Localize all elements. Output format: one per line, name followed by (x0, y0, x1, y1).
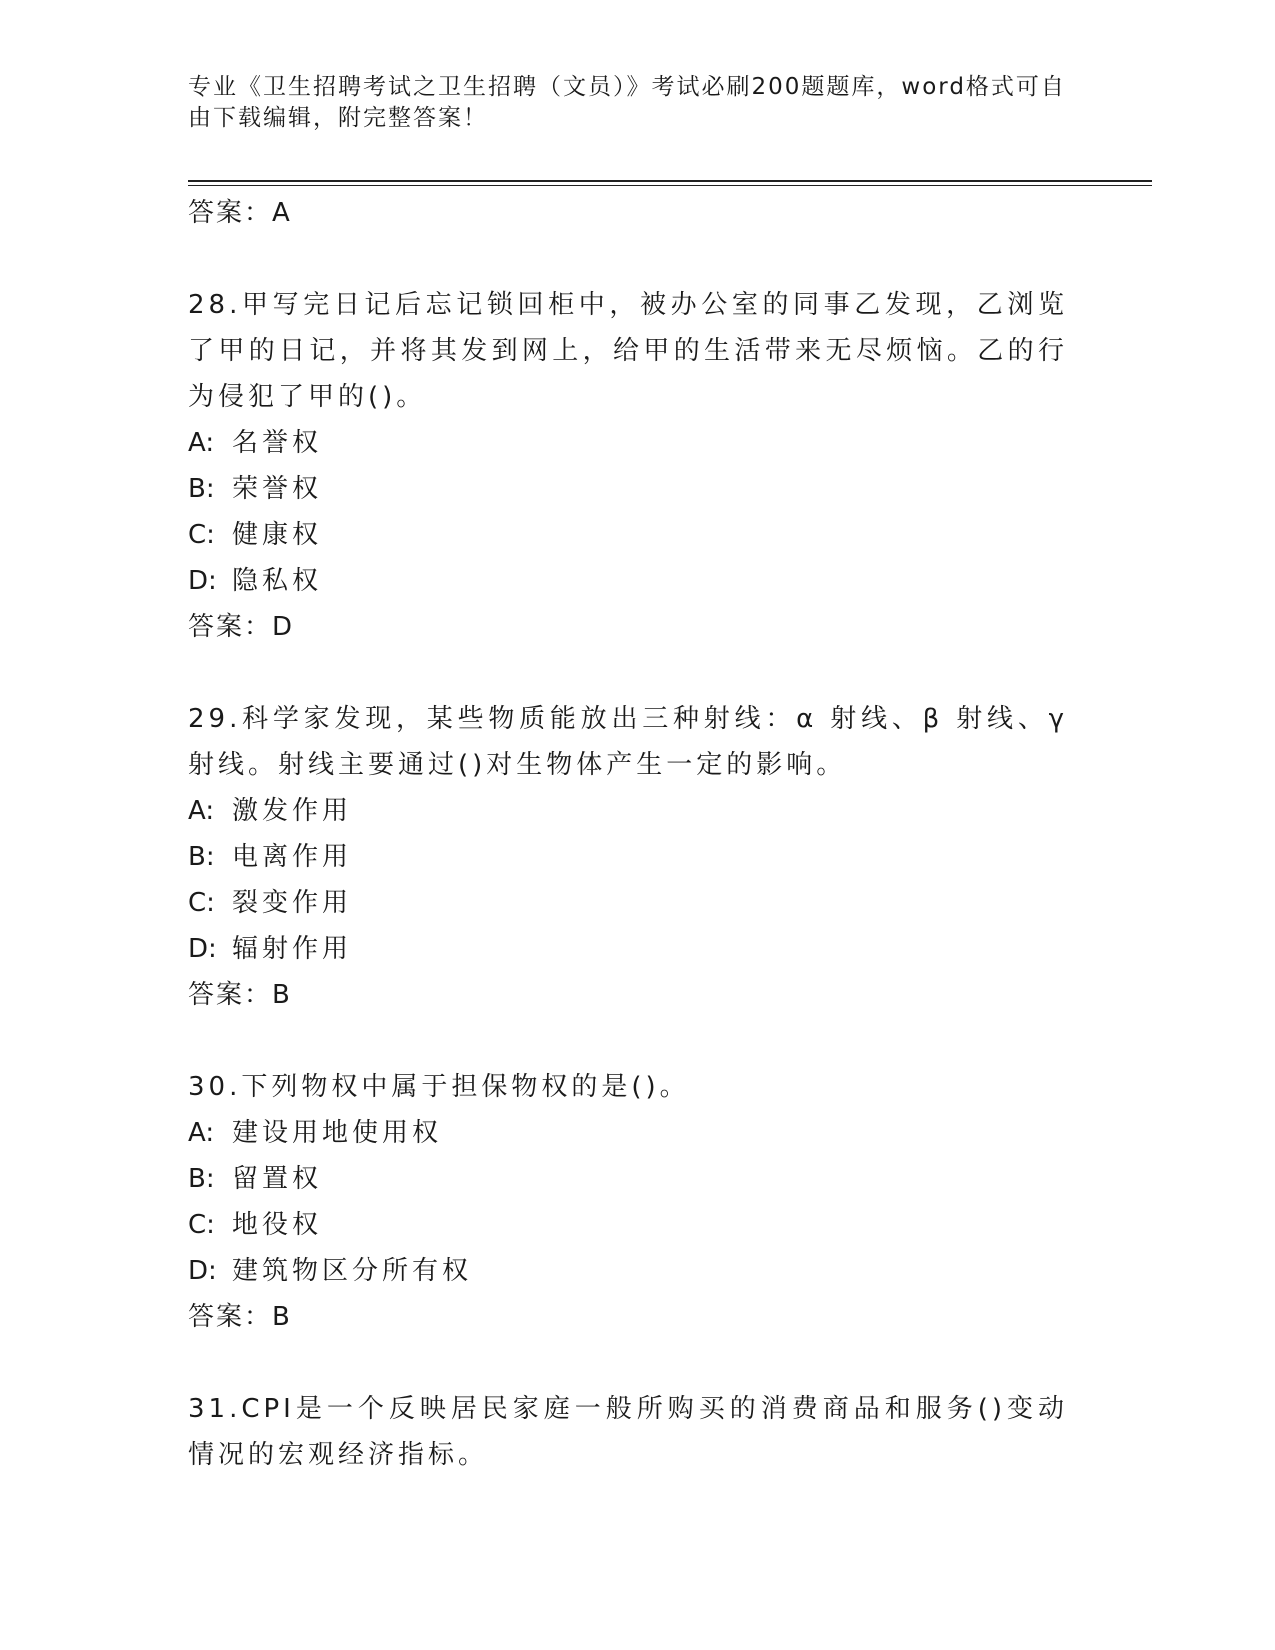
option-d (188, 926, 1068, 972)
question-content (188, 190, 1068, 1478)
question-text: 30.下列物权中属于担保物权的是()。 (188, 1072, 690, 1102)
option-letter: C: (188, 888, 215, 918)
option-letter: C: (188, 1210, 215, 1240)
option-letter: B: (188, 842, 215, 872)
option-text: 名誉权 (232, 428, 323, 458)
option-text: 建设用地使用权 (232, 1118, 443, 1148)
option-text: 辐射作用 (232, 934, 353, 964)
question-block (188, 1386, 1068, 1478)
option-d (188, 558, 1068, 604)
answer-line: 答案：A (188, 198, 292, 228)
option-text: 健康权 (232, 520, 323, 550)
header-rule-thick (188, 180, 1152, 182)
question-block (188, 282, 1068, 650)
option-c (188, 1202, 1068, 1248)
option-text: 建筑物区分所有权 (232, 1256, 473, 1286)
option-text: 荣誉权 (232, 474, 323, 504)
option-b (188, 834, 1068, 880)
answer-line: 答案：D (188, 612, 295, 642)
option-text: 留置权 (232, 1164, 323, 1194)
option-a (188, 788, 1068, 834)
option-letter: A: (188, 1118, 215, 1148)
option-c (188, 512, 1068, 558)
option-letter: D: (188, 566, 217, 596)
option-letter: B: (188, 1164, 215, 1194)
option-b (188, 466, 1068, 512)
option-c (188, 880, 1068, 926)
option-letter: C: (188, 520, 215, 550)
question-text: 31.CPI是一个反映居民家庭一般所购买的消费商品和服务()变动情况的宏观经济指标。 (188, 1394, 1068, 1470)
option-text: 电离作用 (232, 842, 353, 872)
question-block (188, 696, 1068, 1018)
option-letter: A: (188, 428, 215, 458)
option-a (188, 420, 1068, 466)
spacer (188, 236, 1068, 282)
spacer (188, 1018, 1068, 1064)
option-letter: A: (188, 796, 215, 826)
option-text: 隐私权 (232, 566, 323, 596)
option-d (188, 1248, 1068, 1294)
answer-line: 答案：B (188, 980, 292, 1010)
option-text: 裂变作用 (232, 888, 353, 918)
question-text: 28.甲写完日记后忘记锁回柜中，被办公室的同事乙发现，乙浏览了甲的日记，并将其发到网上，给甲的生活带来无尽烦恼。乙的行为侵犯了甲的()。 (188, 290, 1068, 412)
question-text: 29.科学家发现，某些物质能放出三种射线：α 射线、β 射线、γ 射线。射线主要通过()对生物体产生一定的影响。 (188, 704, 1068, 780)
option-letter: B: (188, 474, 215, 504)
spacer (188, 650, 1068, 696)
option-b (188, 1156, 1068, 1202)
option-a (188, 1110, 1068, 1156)
spacer (188, 1340, 1068, 1386)
option-letter: D: (188, 934, 217, 964)
document-header: 专业《卫生招聘考试之卫生招聘（文员）》考试必刷200题题库，word格式可自由下载编辑，附完整答案！ (188, 74, 1066, 131)
option-text: 地役权 (232, 1210, 323, 1240)
answer-line: 答案：B (188, 1302, 292, 1332)
option-text: 激发作用 (232, 796, 353, 826)
option-letter: D: (188, 1256, 217, 1286)
question-block (188, 1064, 1068, 1340)
header-rule-thin (188, 185, 1152, 186)
